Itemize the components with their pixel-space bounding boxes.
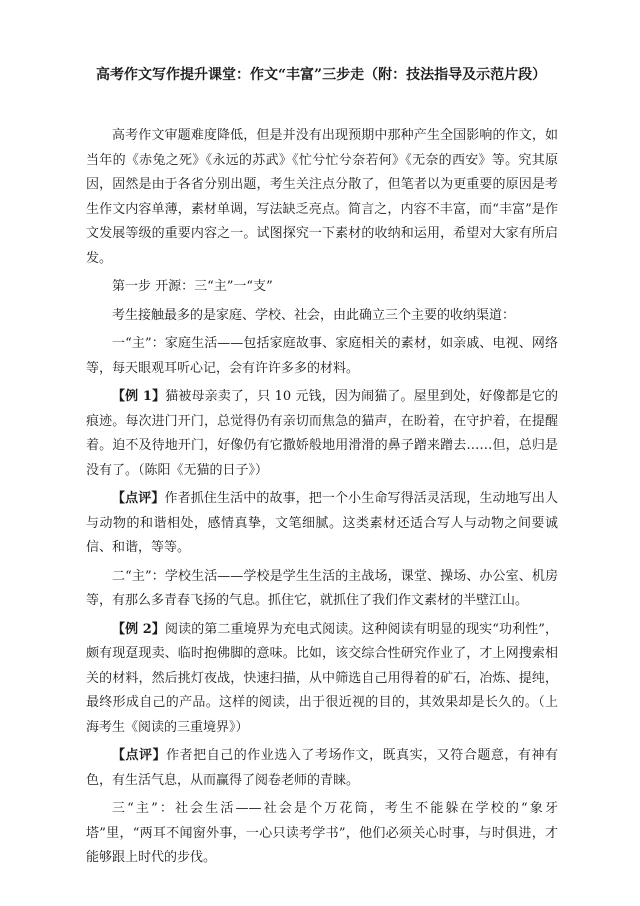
paragraph-example-1: 【例 1】猫被母亲卖了，只 10 元钱，因为闹猫了。屋里到处，好像都是它的痕迹。每次进门开门，总觉得仍有亲切而焦急的猫声，在盼着，在守护着，在提醒着。迫不及待地开门，好像仍有它撒娇般地用滑滑的鼻子蹭来蹭去……但，总归是没有了。（陈阳《无猫的日子》）	[86, 389, 558, 478]
paragraph-intro: 高考作文审题难度降低，但是并没有出现预期中那种产生全国影响的作文，如当年的《赤兔之死》《永远的苏武》《忙兮忙兮奈若何》《无奈的西安》等。究其原因，固然是由于各省分别出题，考生关注点分散了，但笔者以为更重要的原因是考生作文内容单薄，素材单调，写法缺乏亮点。简言之，内容不丰富，而“丰富”是作文发展等级的重要内容之一。试图探究一下素材的收纳和运用，希望对大家有所启发。	[86, 128, 558, 266]
paragraph-step-one: 第一步 开源：三“主”一“支”	[112, 279, 273, 294]
comment-1-tag: 【点评】	[112, 491, 165, 506]
paragraph-comment-1: 【点评】作者抓住生活中的故事，把一个小生命写得活灵活现，生动地写出人与动物的和谐相处，感情真挚，文笔细腻。这类素材还适合写人与动物之间要诚信、和谐，等等。	[86, 491, 558, 555]
paragraph-channels: 考生接触最多的是家庭、学校、社会，由此确立三个主要的收纳渠道：	[112, 307, 516, 323]
paragraph-social-life: 三“主”：社会生活——社会是个万花筒，考生不能躲在学校的“象牙塔”里，“两耳不闻窗外事，一心只读考学书”，他们必须关心时事，与时俱进，才能够跟上时代的步伐。	[86, 801, 558, 865]
paragraph-comment-2: 【点评】作者把自己的作业选入了考场作文，既真实，又符合题意，有神有色，有生活气息，从而赢得了阅卷老师的青睐。	[86, 748, 558, 788]
document-title: 高考作文写作提升课堂：作文“丰富”三步走（附：技法指导及示范片段）	[96, 67, 547, 83]
example-1-tag: 【例 1】	[112, 389, 166, 404]
paragraph-example-2: 【例 2】阅读的第二重境界为充电式阅读。这种阅读有明显的现实“功利性”，颇有现趸现卖、临时抱佛脚的意味。比如，该交综合性研究作业了，才上网搜索相关的材料，然后挑灯夜战，快速扫描，从中筛选自己用得着的矿石，冶炼、提纯，最终形成自己的产品。这样的阅读，出于很近视的目的，其效果却是长久的。（上海考生《阅读的三重境界》）	[86, 621, 559, 735]
document-body	[86, 124, 558, 871]
comment-2-tag: 【点评】	[112, 748, 167, 763]
example-2-tag: 【例 2】	[112, 621, 166, 637]
paragraph-school-life: 二“主”：学校生活——学校是学生生活的主战场，课堂、操场、办公室、机房等，有那么多青春飞扬的气息。抓住它，就抓住了我们作文素材的半壁江山。	[86, 568, 558, 608]
paragraph-family-life: 一“主”：家庭生活——包括家庭故事、家庭相关的素材，如亲戚、电视、网络等，每天眼观耳听心记，会有许许多多的材料。	[86, 336, 558, 376]
